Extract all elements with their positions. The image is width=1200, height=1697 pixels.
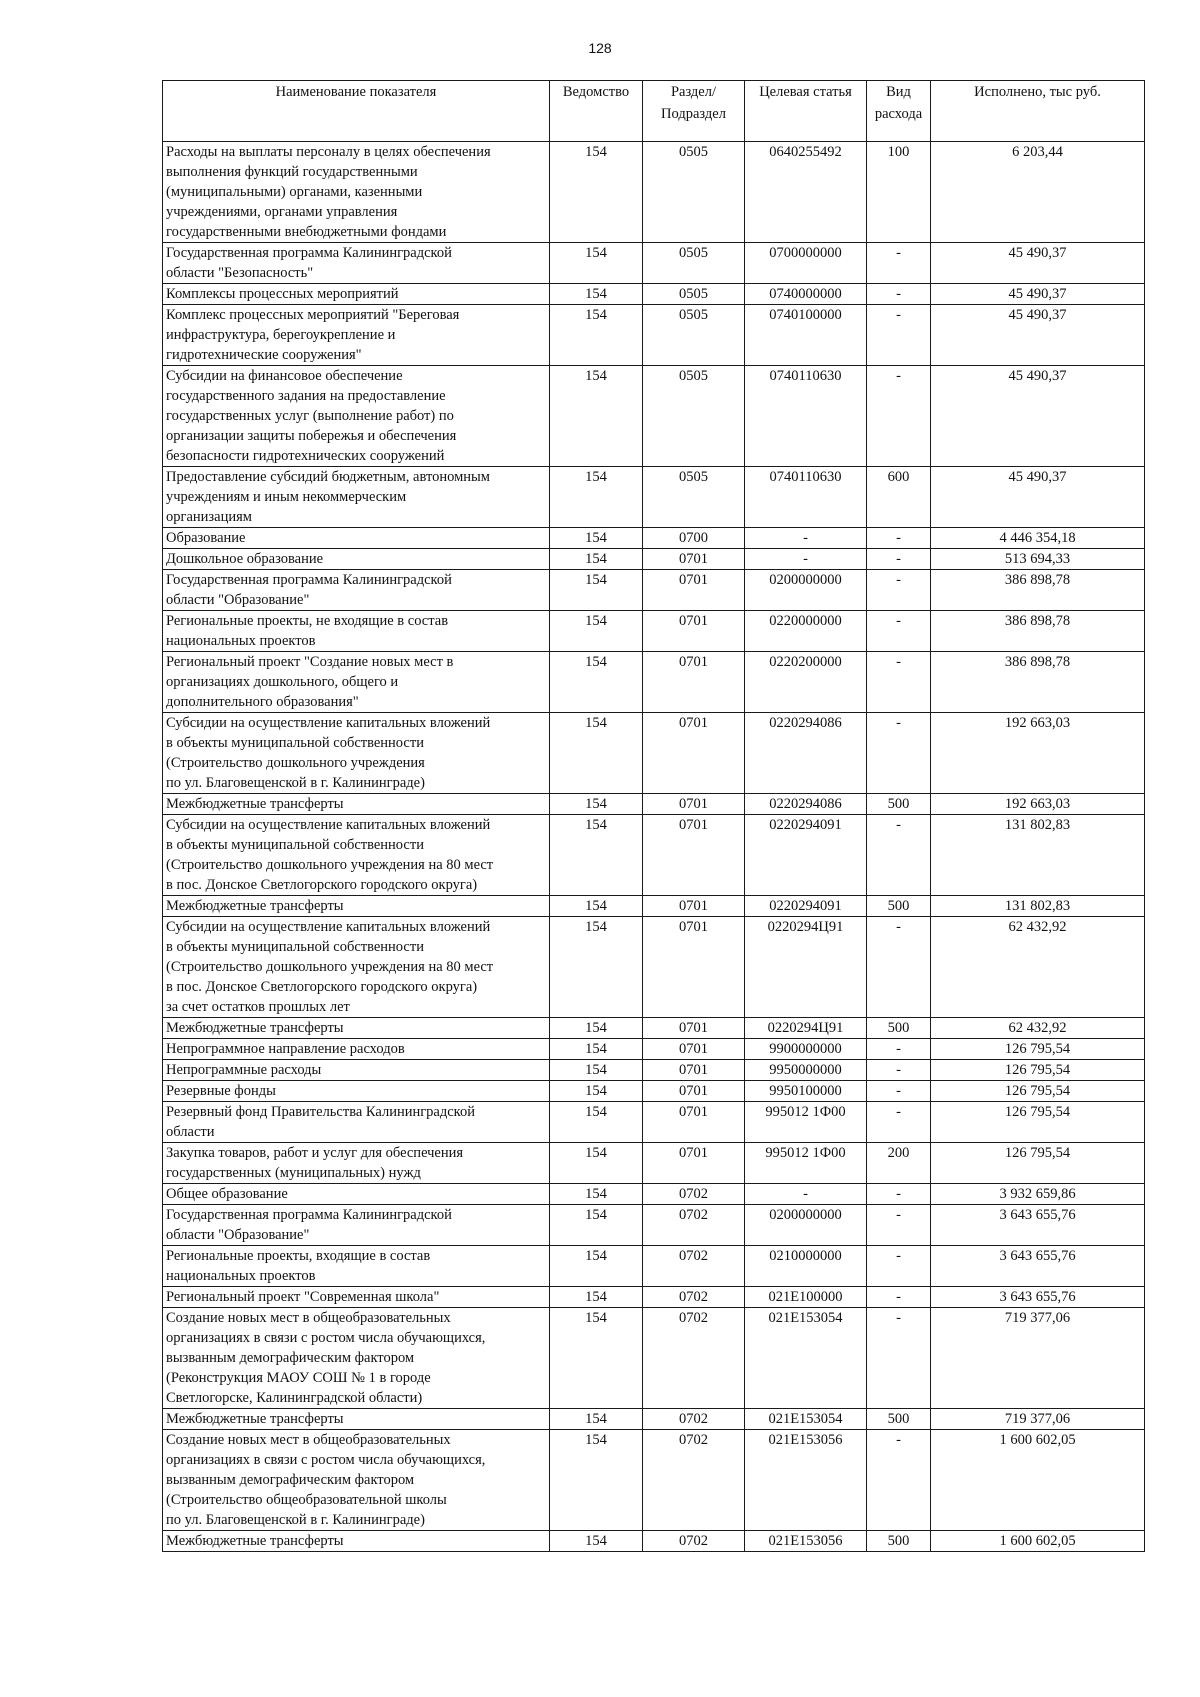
cell-section: 0701	[643, 713, 745, 794]
cell-amount: 45 490,37	[931, 305, 1145, 366]
cell-amount: 386 898,78	[931, 570, 1145, 611]
cell-section: 0702	[643, 1246, 745, 1287]
cell-target-article: 0200000000	[745, 570, 867, 611]
cell-section: 0702	[643, 1430, 745, 1531]
cell-target-article: 0220294091	[745, 815, 867, 896]
cell-section: 0701	[643, 794, 745, 815]
cell-expense-kind: -	[867, 713, 931, 794]
cell-expense-kind: -	[867, 917, 931, 1018]
cell-name: Создание новых мест в общеобразовательных организациях в связи с ростом числа обучающихся, вызванным демографическим фактором (Реконструкция МАОУ СОШ № 1 в городе Светлогорске, Калининградской области)	[163, 1308, 550, 1409]
cell-section: 0505	[643, 243, 745, 284]
cell-target-article: 0740110630	[745, 467, 867, 528]
header-expense-kind: Вид расхода	[867, 81, 931, 142]
table-row	[163, 1531, 1145, 1552]
table-row	[163, 713, 1145, 794]
table-row	[163, 1246, 1145, 1287]
table-row	[163, 896, 1145, 917]
cell-department: 154	[550, 1308, 643, 1409]
cell-amount: 386 898,78	[931, 652, 1145, 713]
cell-section: 0702	[643, 1287, 745, 1308]
cell-name: Субсидии на финансовое обеспечение государственного задания на предоставление государственных услуг (выполнение работ) по организации защиты побережья и обеспечения безопасности гидротехнических сооружений	[163, 366, 550, 467]
cell-target-article: 9950100000	[745, 1081, 867, 1102]
cell-target-article: 0640255492	[745, 142, 867, 243]
cell-name: Межбюджетные трансферты	[163, 794, 550, 815]
table-row	[163, 1018, 1145, 1039]
cell-amount: 1 600 602,05	[931, 1430, 1145, 1531]
cell-department: 154	[550, 284, 643, 305]
cell-amount: 719 377,06	[931, 1308, 1145, 1409]
cell-amount: 126 795,54	[931, 1081, 1145, 1102]
cell-amount: 45 490,37	[931, 284, 1145, 305]
cell-name: Создание новых мест в общеобразовательных организациях в связи с ростом числа обучающихся, вызванным демографическим фактором (Строительство общеобразовательной школы по ул. Благовещенской в г. Калининграде)	[163, 1430, 550, 1531]
cell-name: Межбюджетные трансферты	[163, 896, 550, 917]
cell-department: 154	[550, 1039, 643, 1060]
cell-target-article: 0740000000	[745, 284, 867, 305]
cell-department: 154	[550, 467, 643, 528]
cell-expense-kind: -	[867, 570, 931, 611]
cell-department: 154	[550, 611, 643, 652]
table-body	[163, 142, 1145, 1552]
cell-target-article: 021Е153054	[745, 1308, 867, 1409]
cell-name: Субсидии на осуществление капитальных вложений в объекты муниципальной собственности (Строительство дошкольного учреждения на 80 мест в пос. Донское Светлогорского городского округа)	[163, 815, 550, 896]
table-row	[163, 467, 1145, 528]
cell-expense-kind: 500	[867, 1531, 931, 1552]
cell-name: Комплекс процессных мероприятий "Береговая инфраструктура, берегоукрепление и гидротехнические сооружения"	[163, 305, 550, 366]
cell-expense-kind: -	[867, 284, 931, 305]
cell-amount: 513 694,33	[931, 549, 1145, 570]
cell-department: 154	[550, 1081, 643, 1102]
cell-name: Расходы на выплаты персоналу в целях обеспечения выполнения функций государственными (муниципальными) органами, казенными учреждениями, органами управления государственными внебюджетными фондами	[163, 142, 550, 243]
cell-name: Субсидии на осуществление капитальных вложений в объекты муниципальной собственности (Строительство дошкольного учреждения по ул. Благовещенской в г. Калининграде)	[163, 713, 550, 794]
table-row	[163, 570, 1145, 611]
header-target-article: Целевая статья	[745, 81, 867, 142]
table-header-row	[163, 81, 1145, 142]
cell-target-article: 0220294086	[745, 713, 867, 794]
cell-section: 0702	[643, 1184, 745, 1205]
cell-department: 154	[550, 1246, 643, 1287]
cell-section: 0505	[643, 366, 745, 467]
cell-amount: 45 490,37	[931, 467, 1145, 528]
cell-expense-kind: -	[867, 1430, 931, 1531]
cell-expense-kind: -	[867, 815, 931, 896]
cell-target-article: 995012 1Ф00	[745, 1102, 867, 1143]
cell-department: 154	[550, 652, 643, 713]
cell-target-article: 0220200000	[745, 652, 867, 713]
cell-department: 154	[550, 1018, 643, 1039]
cell-expense-kind: -	[867, 1060, 931, 1081]
cell-amount: 3 643 655,76	[931, 1246, 1145, 1287]
header-amount: Исполнено, тыс руб.	[931, 81, 1145, 142]
cell-amount: 192 663,03	[931, 794, 1145, 815]
cell-amount: 3 932 659,86	[931, 1184, 1145, 1205]
cell-department: 154	[550, 549, 643, 570]
cell-amount: 126 795,54	[931, 1143, 1145, 1184]
table-row	[163, 1409, 1145, 1430]
cell-department: 154	[550, 1430, 643, 1531]
table-row	[163, 652, 1145, 713]
cell-name: Межбюджетные трансферты	[163, 1531, 550, 1552]
cell-target-article: 0220000000	[745, 611, 867, 652]
cell-department: 154	[550, 1060, 643, 1081]
cell-expense-kind: -	[867, 243, 931, 284]
cell-target-article: 0700000000	[745, 243, 867, 284]
cell-expense-kind: -	[867, 1287, 931, 1308]
cell-department: 154	[550, 1409, 643, 1430]
cell-section: 0701	[643, 917, 745, 1018]
cell-target-article: 0200000000	[745, 1205, 867, 1246]
cell-section: 0505	[643, 284, 745, 305]
cell-section: 0701	[643, 652, 745, 713]
cell-amount: 4 446 354,18	[931, 528, 1145, 549]
cell-section: 0702	[643, 1531, 745, 1552]
cell-amount: 126 795,54	[931, 1102, 1145, 1143]
cell-amount: 6 203,44	[931, 142, 1145, 243]
table-row	[163, 243, 1145, 284]
cell-department: 154	[550, 142, 643, 243]
cell-target-article: 021Е153056	[745, 1430, 867, 1531]
cell-section: 0701	[643, 1102, 745, 1143]
cell-name: Образование	[163, 528, 550, 549]
cell-section: 0700	[643, 528, 745, 549]
cell-section: 0701	[643, 1143, 745, 1184]
cell-expense-kind: -	[867, 1184, 931, 1205]
cell-name: Непрограммные расходы	[163, 1060, 550, 1081]
cell-name: Региональный проект "Создание новых мест в организациях дошкольного, общего и дополнительного образования"	[163, 652, 550, 713]
cell-name: Государственная программа Калининградской области "Безопасность"	[163, 243, 550, 284]
cell-section: 0701	[643, 1060, 745, 1081]
cell-expense-kind: 200	[867, 1143, 931, 1184]
cell-target-article: 0220294091	[745, 896, 867, 917]
cell-section: 0701	[643, 1039, 745, 1060]
table-row	[163, 142, 1145, 243]
cell-expense-kind: -	[867, 1246, 931, 1287]
cell-section: 0701	[643, 570, 745, 611]
cell-target-article: 021Е153054	[745, 1409, 867, 1430]
cell-amount: 192 663,03	[931, 713, 1145, 794]
cell-target-article: 0220294Ц91	[745, 1018, 867, 1039]
cell-name: Резервные фонды	[163, 1081, 550, 1102]
table-row	[163, 366, 1145, 467]
cell-amount: 131 802,83	[931, 815, 1145, 896]
cell-expense-kind: -	[867, 652, 931, 713]
table-row	[163, 528, 1145, 549]
cell-name: Государственная программа Калининградской области "Образование"	[163, 570, 550, 611]
cell-amount: 1 600 602,05	[931, 1531, 1145, 1552]
cell-section: 0505	[643, 467, 745, 528]
table-row	[163, 284, 1145, 305]
cell-name: Общее образование	[163, 1184, 550, 1205]
cell-expense-kind: -	[867, 305, 931, 366]
cell-name: Региональные проекты, входящие в состав национальных проектов	[163, 1246, 550, 1287]
cell-amount: 126 795,54	[931, 1039, 1145, 1060]
cell-section: 0701	[643, 1081, 745, 1102]
cell-expense-kind: 500	[867, 1018, 931, 1039]
cell-department: 154	[550, 1184, 643, 1205]
cell-amount: 3 643 655,76	[931, 1287, 1145, 1308]
cell-department: 154	[550, 366, 643, 467]
cell-section: 0505	[643, 142, 745, 243]
cell-department: 154	[550, 815, 643, 896]
table-row	[163, 611, 1145, 652]
cell-target-article: 0740100000	[745, 305, 867, 366]
cell-expense-kind: -	[867, 1205, 931, 1246]
cell-expense-kind: 500	[867, 794, 931, 815]
cell-department: 154	[550, 713, 643, 794]
cell-expense-kind: 100	[867, 142, 931, 243]
cell-department: 154	[550, 528, 643, 549]
cell-name: Межбюджетные трансферты	[163, 1018, 550, 1039]
cell-section: 0701	[643, 1018, 745, 1039]
header-section: Раздел/ Подраздел	[643, 81, 745, 142]
cell-department: 154	[550, 1205, 643, 1246]
cell-department: 154	[550, 1143, 643, 1184]
cell-section: 0701	[643, 549, 745, 570]
cell-expense-kind: -	[867, 528, 931, 549]
cell-name: Комплексы процессных мероприятий	[163, 284, 550, 305]
cell-department: 154	[550, 1102, 643, 1143]
cell-target-article: -	[745, 1184, 867, 1205]
cell-amount: 386 898,78	[931, 611, 1145, 652]
table-row	[163, 1143, 1145, 1184]
cell-expense-kind: -	[867, 1102, 931, 1143]
cell-section: 0505	[643, 305, 745, 366]
cell-expense-kind: -	[867, 1308, 931, 1409]
cell-section: 0702	[643, 1308, 745, 1409]
cell-department: 154	[550, 896, 643, 917]
cell-target-article: 0210000000	[745, 1246, 867, 1287]
table-row	[163, 815, 1145, 896]
table-row	[163, 917, 1145, 1018]
cell-section: 0701	[643, 896, 745, 917]
cell-expense-kind: -	[867, 549, 931, 570]
cell-target-article: 021Е153056	[745, 1531, 867, 1552]
cell-target-article: -	[745, 549, 867, 570]
cell-expense-kind: 500	[867, 1409, 931, 1430]
cell-name: Непрограммное направление расходов	[163, 1039, 550, 1060]
cell-name: Межбюджетные трансферты	[163, 1409, 550, 1430]
cell-department: 154	[550, 570, 643, 611]
budget-table	[162, 80, 1145, 1552]
cell-name: Дошкольное образование	[163, 549, 550, 570]
cell-section: 0702	[643, 1409, 745, 1430]
cell-target-article: 9950000000	[745, 1060, 867, 1081]
cell-target-article: 0220294086	[745, 794, 867, 815]
cell-amount: 719 377,06	[931, 1409, 1145, 1430]
table-row	[163, 305, 1145, 366]
cell-amount: 131 802,83	[931, 896, 1145, 917]
cell-expense-kind: -	[867, 1039, 931, 1060]
cell-department: 154	[550, 1531, 643, 1552]
table-row	[163, 1060, 1145, 1081]
cell-section: 0701	[643, 815, 745, 896]
cell-amount: 62 432,92	[931, 1018, 1145, 1039]
table-row	[163, 1081, 1145, 1102]
cell-name: Государственная программа Калининградской области "Образование"	[163, 1205, 550, 1246]
cell-department: 154	[550, 243, 643, 284]
cell-name: Предоставление субсидий бюджетным, автономным учреждениям и иным некоммерческим организациям	[163, 467, 550, 528]
cell-expense-kind: 600	[867, 467, 931, 528]
cell-amount: 45 490,37	[931, 243, 1145, 284]
table-row	[163, 1287, 1145, 1308]
cell-department: 154	[550, 305, 643, 366]
cell-target-article: -	[745, 528, 867, 549]
cell-amount: 3 643 655,76	[931, 1205, 1145, 1246]
table-row	[163, 549, 1145, 570]
cell-target-article: 9900000000	[745, 1039, 867, 1060]
table-row	[163, 1184, 1145, 1205]
cell-target-article: 0740110630	[745, 366, 867, 467]
cell-name: Закупка товаров, работ и услуг для обеспечения государственных (муниципальных) нужд	[163, 1143, 550, 1184]
cell-department: 154	[550, 917, 643, 1018]
cell-department: 154	[550, 794, 643, 815]
table-row	[163, 1039, 1145, 1060]
table-row	[163, 794, 1145, 815]
header-department: Ведомство	[550, 81, 643, 142]
cell-amount: 45 490,37	[931, 366, 1145, 467]
cell-section: 0702	[643, 1205, 745, 1246]
cell-name: Субсидии на осуществление капитальных вложений в объекты муниципальной собственности (Строительство дошкольного учреждения на 80 мест в пос. Донское Светлогорского городского округа) за счет остатков прошлых лет	[163, 917, 550, 1018]
table-row	[163, 1205, 1145, 1246]
cell-amount: 126 795,54	[931, 1060, 1145, 1081]
cell-name: Резервный фонд Правительства Калининградской области	[163, 1102, 550, 1143]
cell-target-article: 021Е100000	[745, 1287, 867, 1308]
cell-target-article: 0220294Ц91	[745, 917, 867, 1018]
cell-expense-kind: 500	[867, 896, 931, 917]
cell-section: 0701	[643, 611, 745, 652]
cell-target-article: 995012 1Ф00	[745, 1143, 867, 1184]
cell-expense-kind: -	[867, 366, 931, 467]
table-row	[163, 1430, 1145, 1531]
cell-name: Региональные проекты, не входящие в состав национальных проектов	[163, 611, 550, 652]
header-name: Наименование показателя	[163, 81, 550, 142]
table-row	[163, 1102, 1145, 1143]
cell-expense-kind: -	[867, 611, 931, 652]
table-row	[163, 1308, 1145, 1409]
cell-expense-kind: -	[867, 1081, 931, 1102]
cell-name: Региональный проект "Современная школа"	[163, 1287, 550, 1308]
cell-amount: 62 432,92	[931, 917, 1145, 1018]
cell-department: 154	[550, 1287, 643, 1308]
page-number: 128	[588, 40, 612, 56]
